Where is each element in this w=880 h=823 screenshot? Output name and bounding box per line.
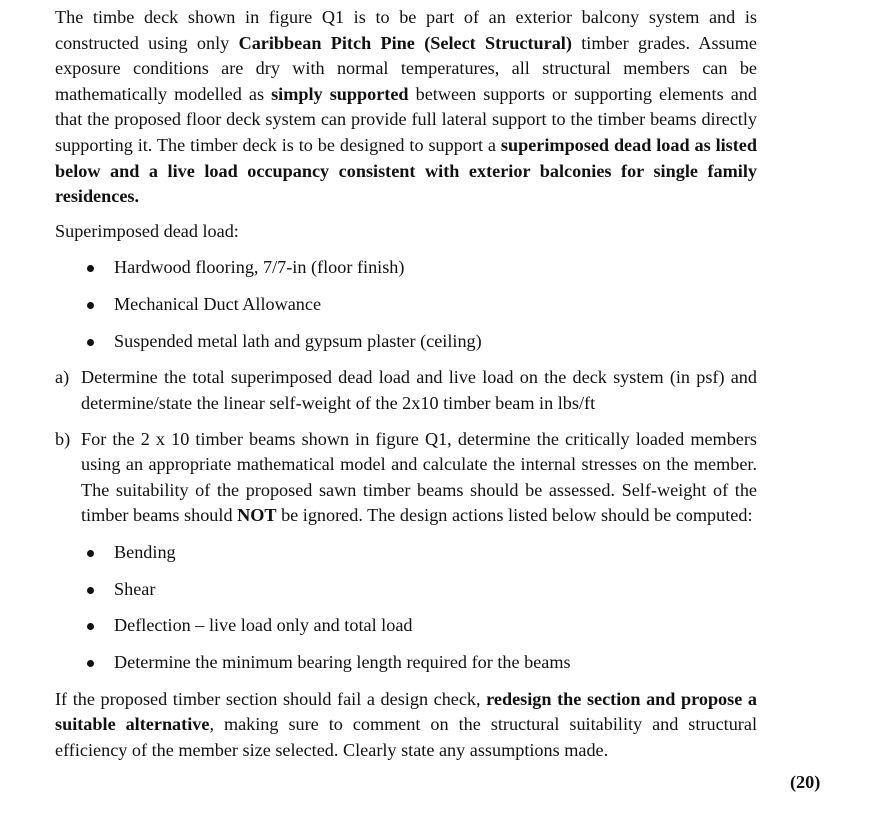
question-b-text-1: For the 2 x 10 timber beams shown in figure Q1, determine the critically loaded members using an appropriate mathematical model and calculate the internal stresses on the member. The suitability of the proposed sawn timber beams should be assessed. Self-weight of the timber beams should <box>81 428 757 526</box>
closing-text-2: , making sure to comment on the structural suitability and structural efficiency of the member size selected. Clearly state any assumptions made. <box>55 714 757 760</box>
intro-bold-simply-supported: simply supported <box>271 83 409 104</box>
list-item-text: Mechanical Duct Allowance <box>114 294 322 315</box>
bullet-icon <box>87 623 94 630</box>
question-page <box>55 5 757 764</box>
list-item <box>55 650 757 676</box>
list-item <box>55 577 757 603</box>
intro-paragraph <box>55 5 757 210</box>
list-item <box>55 292 757 318</box>
list-item-text: Determine the minimum bearing length required for the beams <box>114 652 571 673</box>
question-a <box>55 365 757 416</box>
closing-bold-redesign: redesign the section and propose a suitable alternative <box>55 688 757 735</box>
list-item <box>55 540 757 566</box>
intro-text-1: The timbe deck shown in figure Q1 is to be part of an exterior balcony system and is constructed using only <box>55 7 757 53</box>
question-b <box>55 427 757 529</box>
bullet-icon <box>87 339 94 346</box>
question-a-label: a) <box>55 367 70 388</box>
bullet-icon <box>87 587 94 594</box>
dead-load-list <box>55 255 757 354</box>
list-item-text: Hardwood flooring, 7/7-in (floor finish) <box>114 257 405 278</box>
question-b-label: b) <box>55 428 71 449</box>
closing-text-1: If the proposed timber section should fail a design check, <box>55 688 487 709</box>
question-b-bold-not: NOT <box>237 505 277 526</box>
list-item-text: Suspended metal lath and gypsum plaster (ceiling) <box>114 330 482 351</box>
list-item <box>55 255 757 281</box>
bullet-icon <box>87 265 94 272</box>
question-b-text-2: be ignored. The design actions listed below should be computed: <box>276 505 753 526</box>
intro-bold-timber-grade: Caribbean Pitch Pine (Select Structural) <box>238 32 572 53</box>
list-item <box>55 613 757 639</box>
list-item <box>55 329 757 355</box>
bullet-icon <box>87 660 94 667</box>
dead-load-heading: Superimposed dead load: <box>55 220 239 241</box>
list-item-text: Bending <box>114 541 176 562</box>
intro-text-3: between supports or supporting elements and that the proposed floor deck system can provide full lateral support to the timber beams directly supporting it. The timber deck is to be designed to support a <box>55 83 757 155</box>
intro-text-2: timber grades. Assume exposure conditions are dry with normal temperatures, all structural members can be mathematically modelled as <box>55 32 757 104</box>
bullet-icon <box>87 302 94 309</box>
marks-label: (20) <box>790 772 821 792</box>
question-a-text: Determine the total superimposed dead load and live load on the deck system (in psf) and determine/state the linear self-weight of the 2x10 timber beam in lbs/ft <box>81 367 757 413</box>
list-item-text: Shear <box>114 578 156 599</box>
bullet-icon <box>87 550 94 557</box>
list-item-text: Deflection – live load only and total load <box>114 615 413 636</box>
design-actions-list <box>55 540 757 676</box>
closing-paragraph <box>55 687 757 764</box>
intro-bold-load-requirement: superimposed dead load as listed below and a live load occupancy consistent with exterior balconies for single family residences. <box>55 134 757 207</box>
